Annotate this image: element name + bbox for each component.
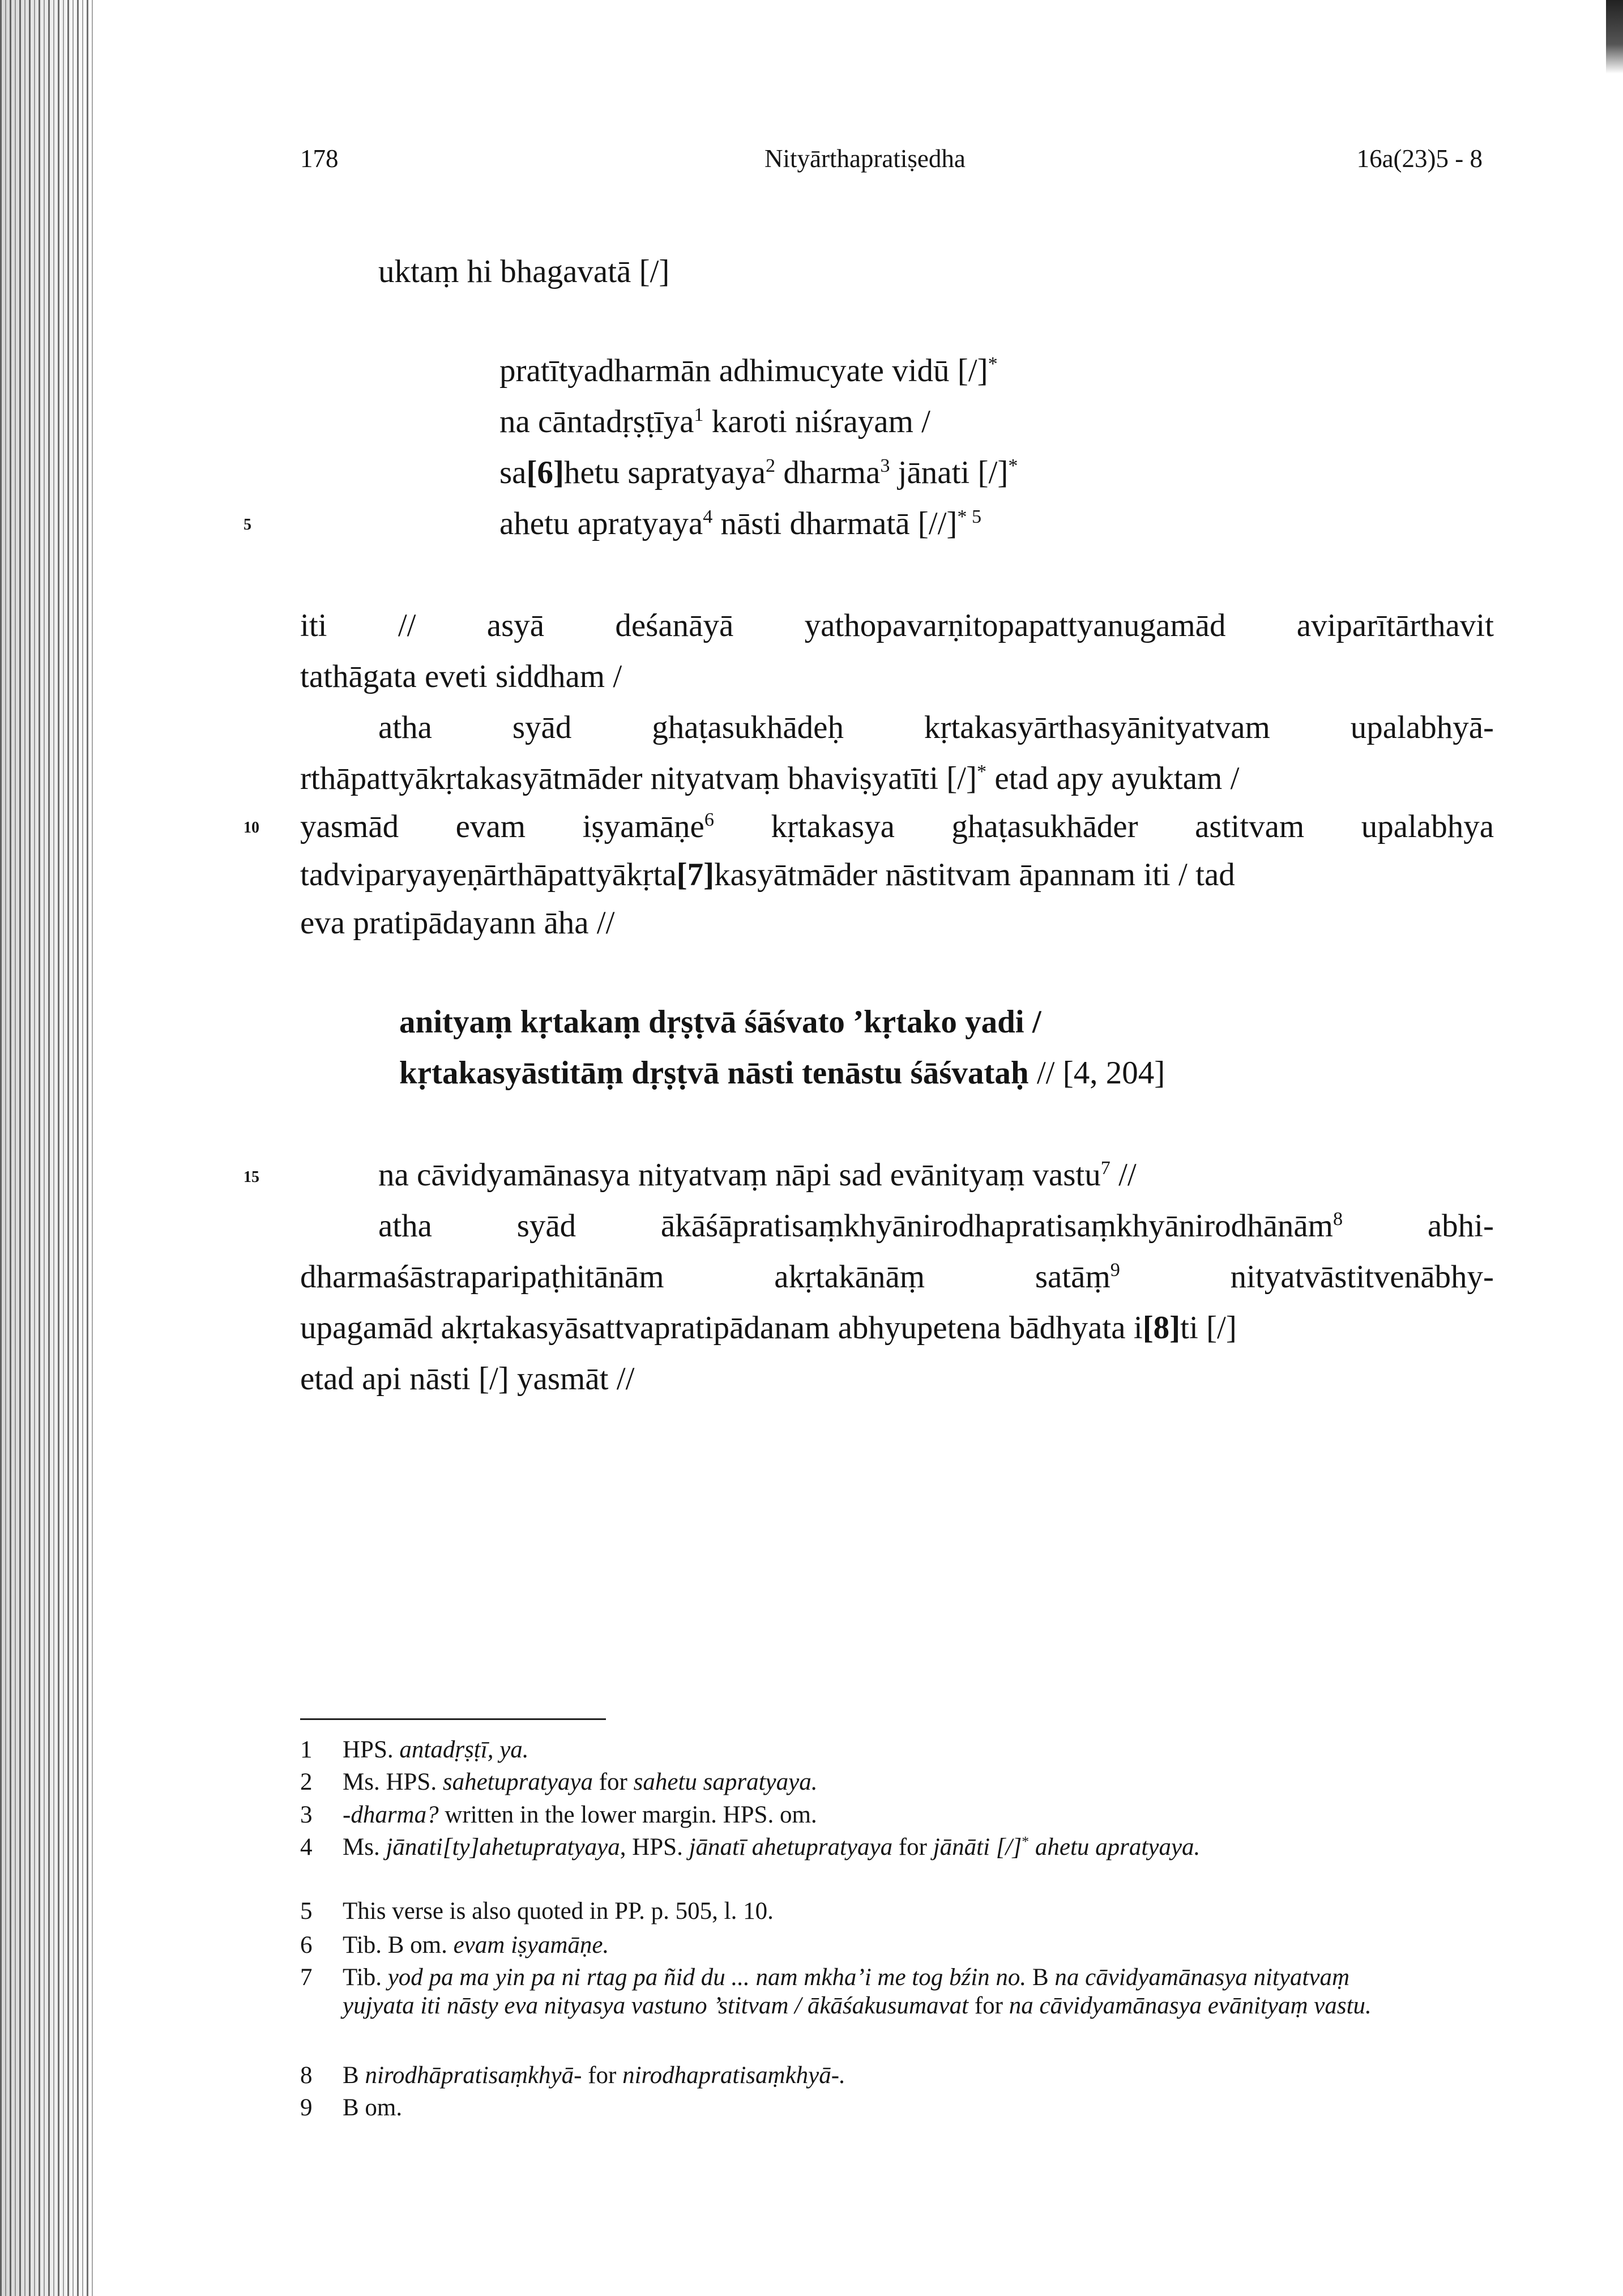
folio-marker: [8]: [1142, 1310, 1181, 1346]
folio-marker: [7]: [676, 857, 715, 893]
verse1-line2: na cāntadṛṣṭīya$^1$ karoti niśrayam /: [499, 404, 930, 439]
intro-line: uktaṃ hi bhagavatā [/]: [378, 254, 670, 289]
page-number: 178: [300, 144, 339, 173]
para1-line1: iti // asyā deśanāyā yathopavarṇitopapattyanugamād aviparītārthavit: [300, 608, 1494, 643]
footnote-ref: 7: [1100, 1158, 1111, 1179]
karika-line2: kṛtakasyāstitāṃ dṛṣṭvā nāsti tenāstu śāśvataḥ // [4, 204]: [399, 1055, 1165, 1091]
running-title: Nityārthapratiṣedha: [764, 144, 966, 173]
para1-line4: rthāpattyākṛtakasyātmāder nityatvaṃ bhaviṣyatīti [/]* etad apy ayuktam /: [300, 761, 1240, 796]
para1-line2: tathāgata eveti siddham /: [300, 659, 622, 694]
footnote-separator: [300, 1718, 606, 1720]
footnote-ref: 2: [766, 455, 776, 476]
book-binding-shadow: [0, 0, 96, 2296]
folio-reference: 16a(23)5 - 8: [1356, 144, 1483, 173]
footnote-ref: 3: [880, 455, 890, 476]
para2-line5: etad api nāsti [/] yasmāt //: [300, 1361, 635, 1397]
para2-line3: dharmaśāstraparipaṭhitānām akṛtakānāṃ satāṃ$^9$ nityatvāstitvenābhy-: [300, 1259, 1494, 1295]
footnote-ref: 1: [694, 404, 704, 425]
line-number-15: 15: [244, 1168, 259, 1186]
para1-line7: eva pratipādayann āha //: [300, 905, 615, 941]
para2-line4: upagamād akṛtakasyāsattvapratipādanam abhyupetena bādhyata i[8]ti [/]: [300, 1310, 1237, 1346]
line-number-5: 5: [244, 516, 251, 534]
para1-line5: yasmād evam iṣyamāṇe$^6$ kṛtakasya ghaṭasukhāder astitvam upalabhya: [300, 809, 1494, 844]
footnote-ref: 4: [703, 506, 713, 527]
karika-reference: // [4, 204]: [1028, 1055, 1165, 1091]
verse1-line4: ahetu apratyaya$^4$ nāsti dharmatā $[//]^{* 5}$: [499, 506, 982, 541]
verse1-line1: pratītyadharmān adhimucyate vidū [/]*: [499, 353, 998, 389]
line-number-10: 10: [244, 819, 259, 837]
footnote-ref: 6: [704, 809, 714, 830]
footnote-ref: 9: [1110, 1260, 1120, 1281]
karika-line1: anityaṃ kṛtakaṃ dṛṣṭvā śāśvato ’kṛtako yadi /: [399, 1004, 1041, 1040]
para1-line6: tadviparyayeṇārthāpattyākṛta[7]kasyātmāder nāstitvam āpannam iti / tad: [300, 857, 1235, 893]
folio-marker: [6]: [526, 455, 564, 490]
verse1-line3: sa[6]hetu sapratyaya$^2$ dharma$^3$ jānati [/]*: [499, 455, 1018, 490]
scan-corner-mark: [1606, 0, 1623, 74]
para2-line1: na cāvidyamānasya nityatvaṃ nāpi sad evānityaṃ vastu$^7$ //: [378, 1157, 1137, 1193]
para1-line3: atha syād ghaṭasukhādeḥ kṛtakasyārthasyānityatvam upalabhyā-: [378, 710, 1494, 745]
footnote-ref: 8: [1333, 1209, 1343, 1230]
para2-line2: atha syād ākāśāpratisaṃkhyānirodhapratisaṃkhyānirodhānām$^8$ abhi-: [378, 1208, 1494, 1244]
